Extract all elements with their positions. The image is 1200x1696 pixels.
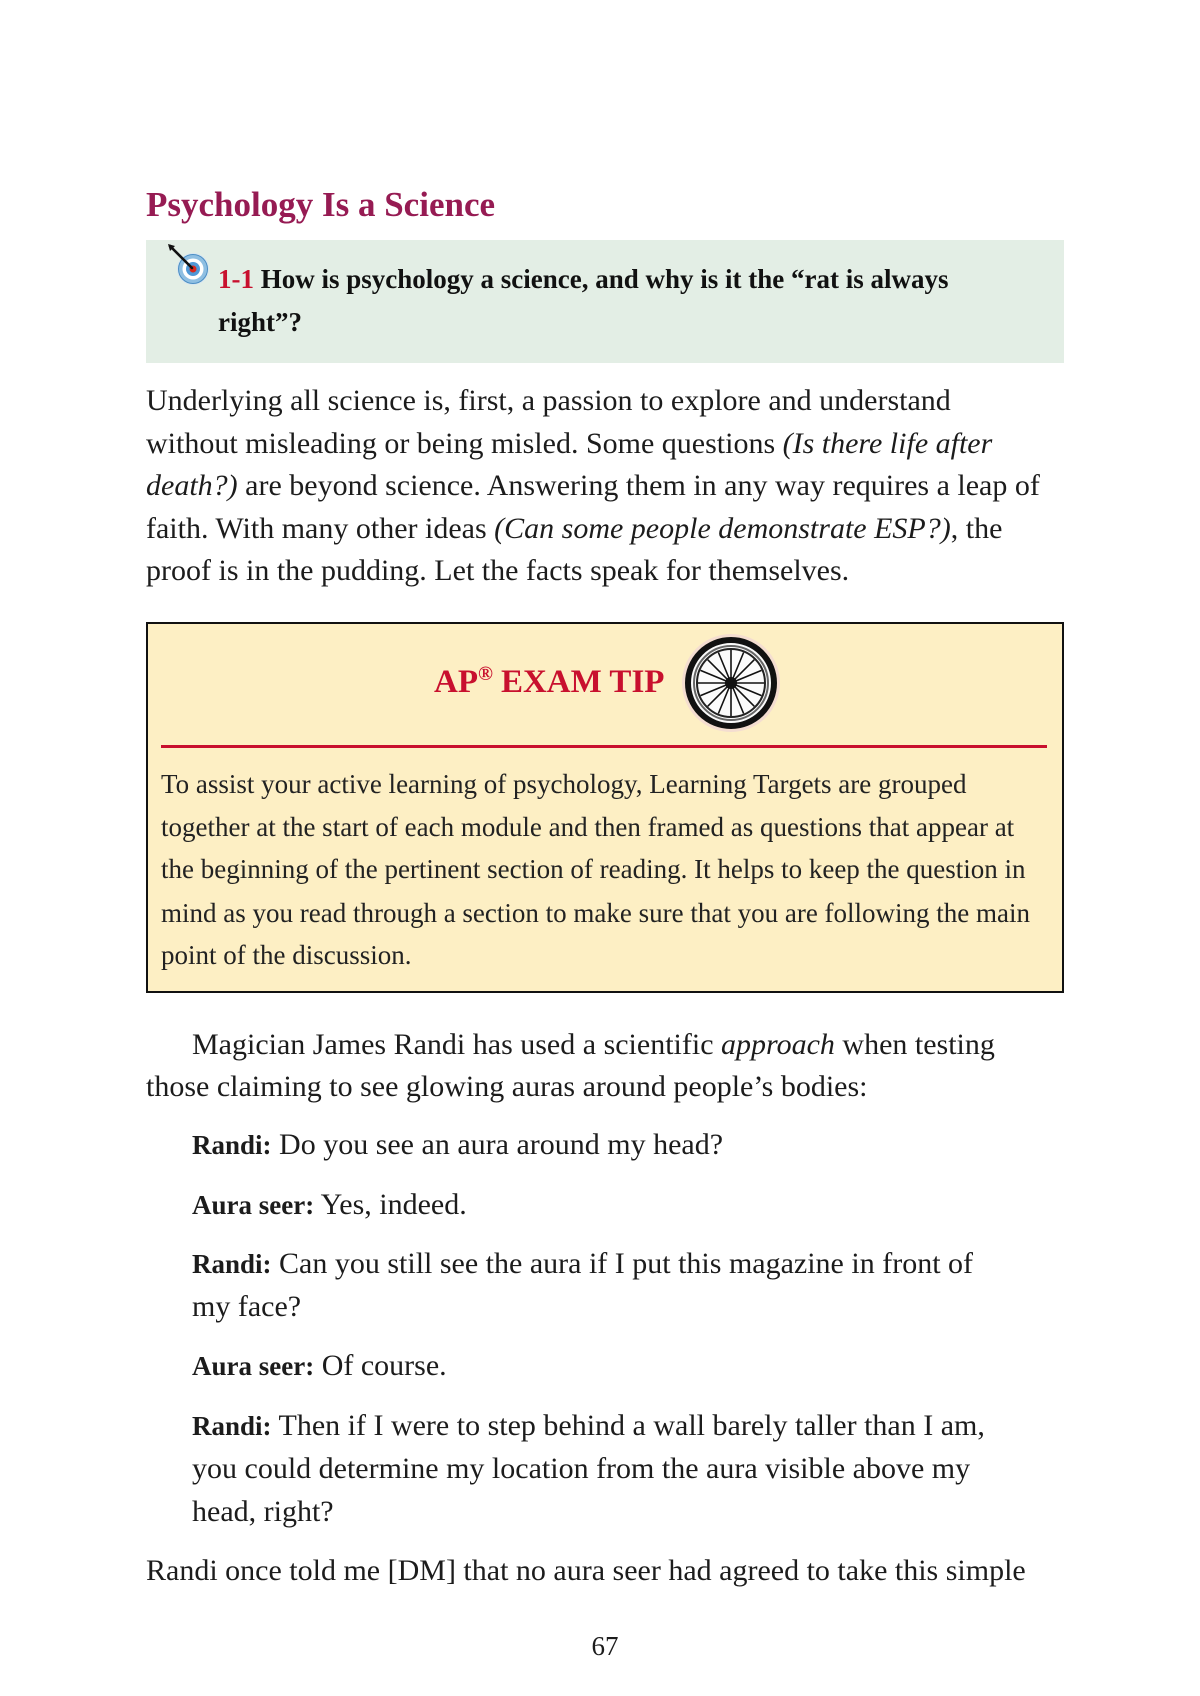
dialogue-text: Of course.	[321, 1349, 447, 1382]
text-span: , the	[950, 512, 1003, 545]
registered-mark: ®	[478, 663, 493, 685]
dialogue-text: Then if I were to step behind a wall barely taller than I am,	[278, 1409, 985, 1442]
paragraph-line	[146, 380, 951, 422]
dialogue-line	[192, 1448, 970, 1490]
tip-title-prefix: AP	[434, 664, 478, 700]
dialogue-text: Do you see an aura around my head?	[279, 1128, 724, 1161]
learning-target-box	[146, 240, 1064, 363]
tip-text-line: To assist your active learning of psychology, Learning Targets are grouped	[161, 769, 967, 799]
dialogue-line	[192, 1405, 985, 1447]
tip-text-line: point of the discussion.	[161, 940, 412, 970]
speaker-label: Aura seer:	[192, 1190, 315, 1220]
target-dart-icon	[166, 243, 212, 289]
paragraph-line	[146, 1066, 868, 1108]
text-span: faith. With many other ideas	[146, 512, 495, 545]
speaker-label: Aura seer:	[192, 1351, 315, 1381]
text-span: Underlying all science is, first, a passion to explore and understand	[146, 384, 951, 417]
dialogue-line	[192, 1286, 301, 1328]
paragraph-line	[146, 508, 1002, 550]
text-span: Magician James Randi has used a scientific	[192, 1028, 722, 1061]
dialogue-text: Can you still see the aura if I put this magazine in front of	[279, 1247, 974, 1280]
wheel-icon	[681, 633, 781, 733]
speaker-label: Randi:	[192, 1411, 272, 1441]
text-span: proof is in the pudding. Let the facts speak for themselves.	[146, 554, 850, 587]
section-title: Psychology Is a Science	[146, 185, 496, 224]
learning-target-question-line	[218, 259, 949, 299]
learning-target-question: right”?	[218, 307, 302, 337]
learning-target-question: How is psychology a science, and why is it the “rat is always	[260, 264, 949, 294]
italic-question: death?)	[146, 469, 238, 502]
tip-text-line: mind as you read through a section to make sure that you are following the main	[161, 898, 1031, 928]
dialogue-text: head, right?	[192, 1495, 334, 1528]
tip-text-line: together at the start of each module and then framed as questions that appear at	[161, 812, 1015, 842]
speaker-label: Randi:	[192, 1249, 272, 1279]
text-span: those claiming to see glowing auras around people’s bodies:	[146, 1070, 868, 1103]
tip-text-line: the beginning of the pertinent section of reading. It helps to keep the question in	[161, 854, 1026, 884]
ap-exam-tip-box	[146, 622, 1064, 993]
text-span: without misleading or being misled. Some questions	[146, 427, 783, 460]
page-number: 67	[591, 1631, 619, 1661]
paragraph-line	[146, 550, 849, 592]
dialogue-line	[192, 1491, 334, 1533]
speaker-label: Randi:	[192, 1130, 272, 1160]
italic-question: (Is there life after	[782, 427, 993, 460]
dialogue-line	[192, 1345, 447, 1387]
text-span: are beyond science. Answering them in any way requires a leap of	[237, 469, 1040, 502]
dialogue-line	[192, 1184, 467, 1226]
dialogue-text: you could determine my location from the aura visible above my	[192, 1452, 971, 1485]
dialogue-text: Yes, indeed.	[320, 1188, 467, 1221]
dialogue-line	[192, 1243, 973, 1285]
ap-exam-tip-title	[434, 662, 664, 702]
paragraph-line	[192, 1024, 995, 1066]
paragraph-line	[146, 465, 1040, 507]
italic-term: approach	[721, 1028, 835, 1061]
dialogue-text: my face?	[192, 1290, 302, 1323]
learning-target-question-line	[218, 302, 302, 342]
italic-question: (Can some people demonstrate ESP?)	[494, 512, 951, 545]
tip-divider	[161, 745, 1047, 748]
tip-title-suffix: EXAM TIP	[500, 664, 665, 700]
learning-target-number: 1-1	[218, 264, 254, 294]
text-span: when testing	[834, 1028, 995, 1061]
closing-paragraph-line: Randi once told me [DM] that no aura seer had agreed to take this simple	[146, 1554, 1026, 1587]
paragraph-line	[146, 423, 992, 465]
dialogue-line	[192, 1124, 723, 1166]
